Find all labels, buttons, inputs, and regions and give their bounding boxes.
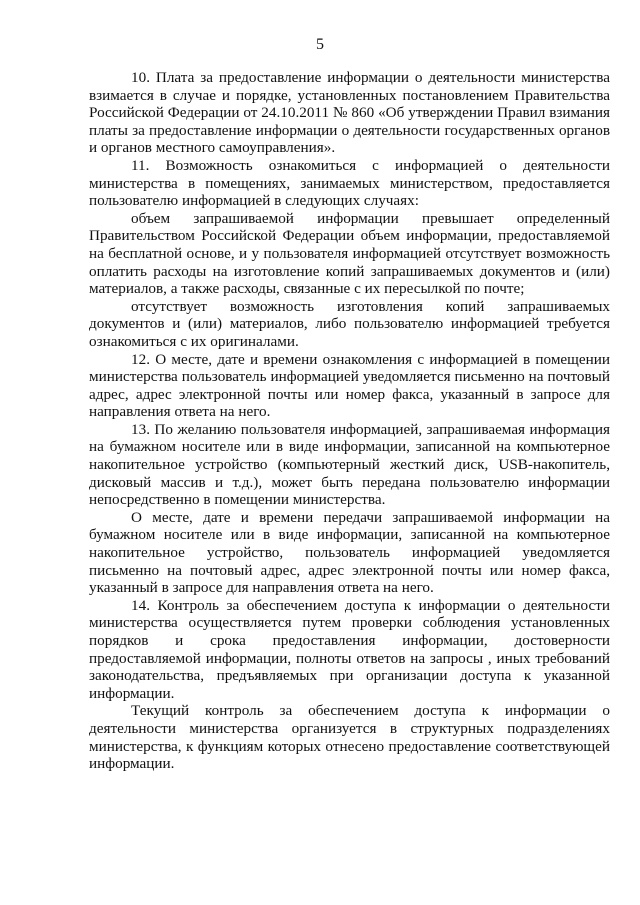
document-body	[89, 69, 610, 773]
paragraph-14-current-control: Текущий контроль за обеспечением доступа к информации о деятельности министерства организуется в структурных подразделениях министерства, к функциям которых отнесено предоставление соответствующей информации.	[89, 702, 610, 773]
page-number: 5	[316, 36, 324, 53]
paragraph-13-notice: О месте, дате и времени передачи запрашиваемой информации на бумажном носителе или в виде информации, записанной на компьютерное накопительное устройство, пользователь информацией уведомляется письменно на почтовый адрес, адрес электронной почты или номер факса, указанный в запросе для направления ответа на него.	[89, 508, 610, 597]
paragraph-10: 10. Плата за предоставление информации о деятельности министерства взимается в случае и порядке, установленных постановлением Правительства Российской Федерации от 24.10.2011 № 860 «Об утверждении Правил взимания платы за предоставление информации о деятельности государственных органов и органов местного самоуправления».	[89, 69, 610, 157]
paragraph-11: 11. Возможность ознакомиться с информацией о деятельности министерства в помещениях, занимаемых министерством, предоставляется пользователю информацией в следующих случаях:	[89, 156, 610, 210]
paragraph-11-case-1: объем запрашиваемой информации превышает определенный Правительством Российской Федерации объем информации, предоставляемой на бесплатной основе, и у пользователя информацией отсутствует возможность оплатить расходы на изготовление копий запрашиваемых документов и (или) материалов, а также расходы, связанные с их пересылкой по почте;	[89, 209, 610, 298]
paragraph-11-case-2: отсутствует возможность изготовления копий запрашиваемых документов и (или) материалов, либо пользователю информацией требуется ознакомиться с их оригиналами.	[89, 297, 610, 350]
paragraph-14: 14. Контроль за обеспечением доступа к информации о деятельности министерства осуществляется путем проверки соблюдения установленных порядков и срока предоставления информации, достоверности предоставляемой информации, полноты ответов на запросы , иных требований законодательства, предъявляемых при организации доступа к указанной информации.	[89, 596, 610, 702]
paragraph-12: 12. О месте, дате и времени ознакомления с информацией в помещении министерства пользователь информацией уведомляется письменно на почтовый адрес, адрес электронной почты или номер факса, указанный в запросе для направления ответа на него.	[89, 350, 610, 421]
paragraph-13: 13. По желанию пользователя информацией, запрашиваемая информация на бумажном носителе или в виде информации, записанной на компьютерное накопительное устройство (компьютерный жесткий диск, USB-накопитель, дисковый массив и т.д.), может быть передана пользователю информации непосредственно в помещении министерства.	[89, 420, 610, 509]
